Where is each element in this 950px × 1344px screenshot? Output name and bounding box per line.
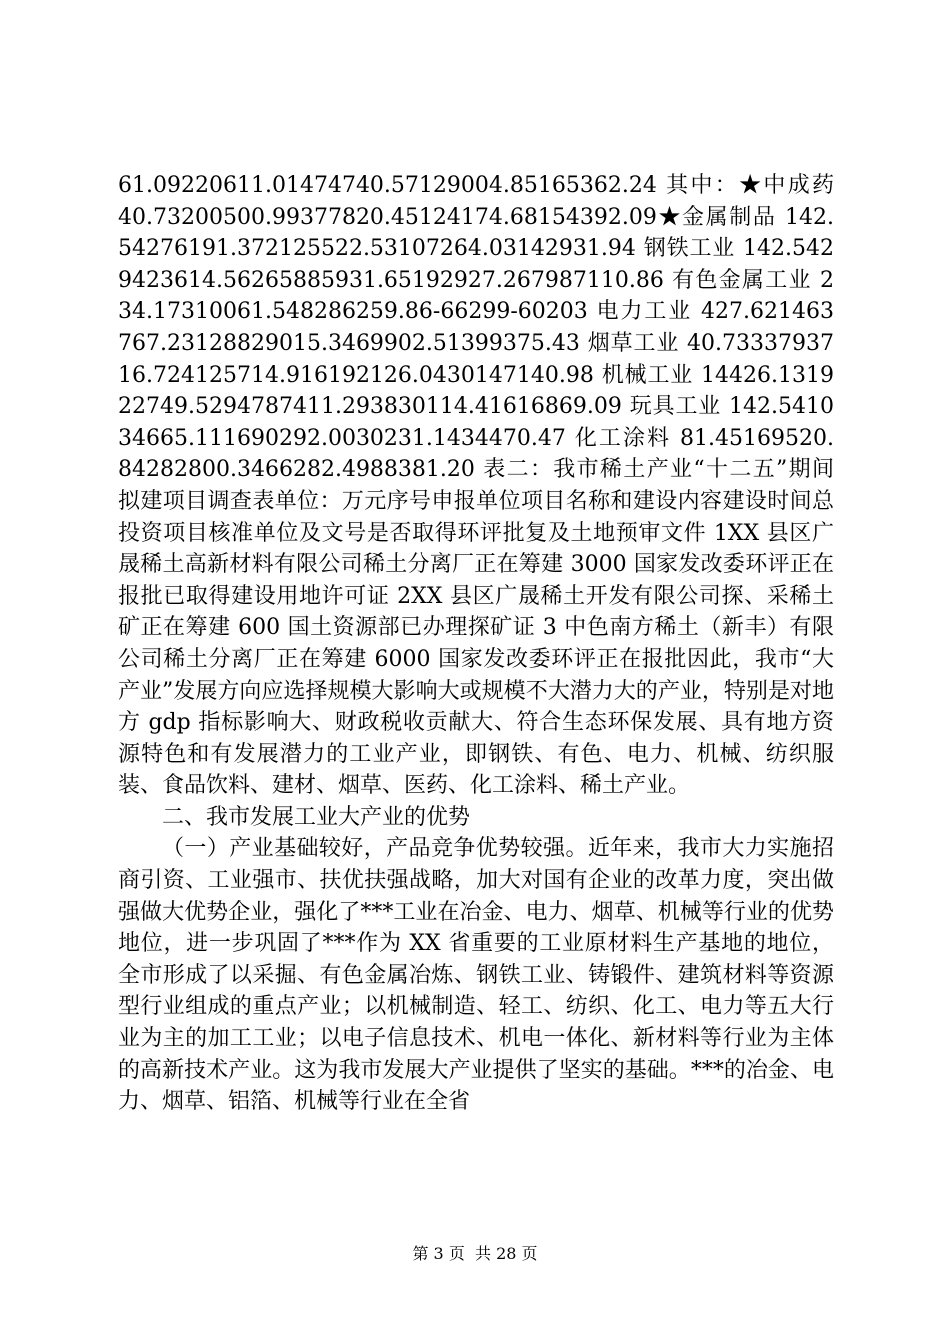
document-body [118, 170, 834, 1118]
section-heading: 二、我市发展工业大产业的优势 [162, 804, 471, 830]
paragraph-advantages: （一）产业基础较好，产品竞争优势较强。近年来，我市大力实施招商引资、工业强市、扶优扶强战略，加大对国有企业的改革力度，突出做强做大优势企业，强化了***工业在冶金、电力、烟草、机械等行业的优势地位，进一步巩固了***作为 XX 省重要的工业原材料生产基地的地位，全市形成了以采掘、有色金属冶炼、钢铁工业、铸锻件、建筑材料等资源型行业组成的重点产业；以机械制造、轻工、纺织、化工、电力等五大行业为主的加工工业；以电子信息技术、机电一体化、新材料等行业为主体的高新技术产业。这为我市发展大产业提供了坚实的基础。***的冶金、电力、烟草、铝箔、机械等行业在全省 [118, 836, 834, 1115]
page-number-footer: 第 3 页 共 28 页 [412, 1244, 538, 1263]
paragraph-table-data: 61.09220611.01474740.57129004.85165362.24 其中：★中成药 40.73200500.99377820.45124174.68154392.09★金属制品 142.54276191.372125522.53107264.03142931.94 钢铁工业 142.5429423614.56265885931.65192927.267987110.86 有色金属工业 234.17310061.548286259.86-66299-60203 电力工业 427.621463767.23128829015.3469902.51399375.43 烟草工业 40.7333793716.724125714.916192126.0430147140.98 机械工业 14426.131922749.5294787411.293830114.41616869.09 玩具工业 142.541034665.111690292.0030231.1434470.47 化工涂料 81.45169520.84282800.3466282.4988381.20 表二：我市稀土产业“十二五”期间拟建项目调查表单位：万元序号申报单位项目名称和建设内容建设时间总投资项目核准单位及文号是否取得环评批复及土地预审文件 1XX 县区广晟稀土高新材料有限公司稀土分离厂正在筹建 3000 国家发改委环评正在报批已取得建设用地许可证 2XX 县区广晟稀土开发有限公司探、采稀土矿正在筹建 600 国土资源部已办理探矿证 3 中色南方稀土（新丰）有限公司稀土分离厂正在筹建 6000 国家发改委环评正在报批因此，我市“大产业”发展方向应选择规模大影响大或规模不大潜力大的产业，特别是对地方 gdp 指标影响大、财政税收贡献大、符合生态环保发展、具有地方资源特色和有发展潜力的工业产业，即钢铁、有色、电力、机械、纺织服装、食品饮料、建材、烟草、医药、化工涂料、稀土产业。 [118, 173, 834, 799]
